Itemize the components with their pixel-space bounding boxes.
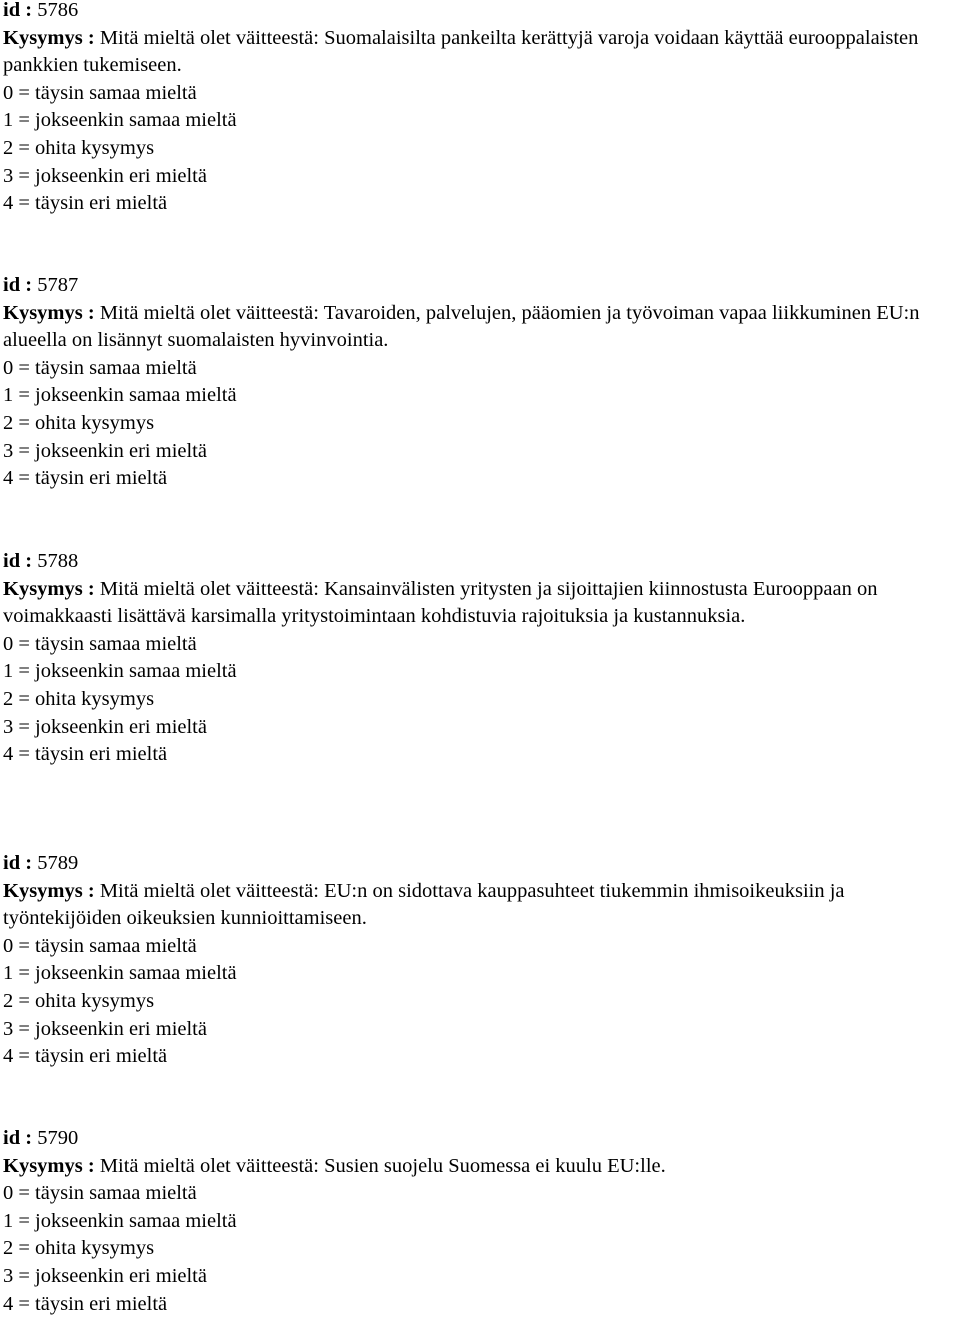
answer-option-4: 4 = täysin eri mieltä (3, 467, 168, 490)
id-label: id : (3, 852, 33, 874)
question-label: Kysymys : (3, 879, 95, 902)
question-text: Mitä mieltä olet väitteestä: Suomalaisilta pankeilta kerättyjä varoja voidaan käyttää eurooppalaisten pankkien tukemiseen. (3, 26, 919, 77)
question-text: Mitä mieltä olet väitteestä: EU:n on sidottava kauppasuhteet tiukemmin ihmisoikeuksiin ja työntekijöiden oikeuksien kunnioittamiseen. (3, 879, 845, 930)
answer-option-4: 4 = täysin eri mieltä (3, 1292, 168, 1315)
question-label: Kysymys : (3, 1154, 95, 1177)
item-id-row (3, 548, 955, 576)
item-id-row (3, 0, 955, 25)
answer-option-0: 0 = täysin samaa mieltä (3, 81, 197, 104)
answer-option-2: 2 = ohita kysymys (3, 1237, 155, 1260)
question-label: Kysymys : (3, 26, 95, 49)
answer-option-1: 1 = jokseenkin samaa mieltä (3, 384, 237, 407)
answer-option-3: 3 = jokseenkin eri mieltä (3, 164, 207, 187)
answer-option-1: 1 = jokseenkin samaa mieltä (3, 1209, 237, 1232)
answer-option-1: 1 = jokseenkin samaa mieltä (3, 660, 237, 683)
item-id: 5790 (37, 1127, 79, 1149)
answer-option-3: 3 = jokseenkin eri mieltä (3, 1264, 207, 1287)
answer-option-4: 4 = täysin eri mieltä (3, 192, 168, 215)
item-id: 5787 (37, 274, 79, 296)
item-id: 5788 (37, 550, 79, 572)
answer-option-2: 2 = ohita kysymys (3, 411, 155, 434)
answer-option-2: 2 = ohita kysymys (3, 687, 155, 710)
answer-option-0: 0 = täysin samaa mieltä (3, 356, 197, 379)
question-row (3, 878, 955, 933)
item-id: 5789 (37, 852, 79, 874)
answer-option-1: 1 = jokseenkin samaa mieltä (3, 109, 237, 132)
answer-option-0: 0 = täysin samaa mieltä (3, 934, 197, 957)
question-text: Mitä mieltä olet väitteestä: Susien suojelu Suomessa ei kuulu EU:lle. (99, 1154, 666, 1177)
survey-item-5789 (3, 850, 955, 1071)
survey-item-5787 (3, 272, 955, 493)
answer-option-2: 2 = ohita kysymys (3, 989, 155, 1012)
answer-option-0: 0 = täysin samaa mieltä (3, 632, 197, 655)
item-id-row (3, 1125, 955, 1153)
question-row (3, 1153, 955, 1181)
item-id-row (3, 272, 955, 300)
answer-option-0: 0 = täysin samaa mieltä (3, 1182, 197, 1205)
id-label: id : (3, 1127, 33, 1149)
question-row (3, 25, 955, 80)
survey-item-5786 (3, 0, 955, 218)
question-label: Kysymys : (3, 577, 95, 600)
id-label: id : (3, 550, 33, 572)
question-label: Kysymys : (3, 301, 95, 324)
answer-option-3: 3 = jokseenkin eri mieltä (3, 1017, 207, 1040)
item-id: 5786 (37, 0, 79, 21)
answer-option-1: 1 = jokseenkin samaa mieltä (3, 962, 237, 985)
question-text: Mitä mieltä olet väitteestä: Kansainvälisten yritysten ja sijoittajien kiinnostusta Eurooppaan on voimakkaasti lisättävä karsimalla yritystoimintaan kohdistuvia rajoituksia ja kustannuksia. (3, 577, 878, 628)
answer-option-3: 3 = jokseenkin eri mieltä (3, 715, 207, 738)
survey-item-5790 (3, 1125, 955, 1318)
item-id-row (3, 850, 955, 878)
answer-option-4: 4 = täysin eri mieltä (3, 1045, 168, 1068)
question-row (3, 576, 955, 631)
answer-option-3: 3 = jokseenkin eri mieltä (3, 439, 207, 462)
question-row (3, 300, 955, 355)
question-text: Mitä mieltä olet väitteestä: Tavaroiden, palvelujen, pääomien ja työvoiman vapaa liikkuminen EU:n alueella on lisännyt suomalaisten hyvinvointia. (3, 301, 920, 352)
id-label: id : (3, 274, 33, 296)
answer-option-2: 2 = ohita kysymys (3, 136, 155, 159)
survey-item-5788 (3, 548, 955, 769)
answer-option-4: 4 = täysin eri mieltä (3, 743, 168, 766)
id-label: id : (3, 0, 33, 21)
